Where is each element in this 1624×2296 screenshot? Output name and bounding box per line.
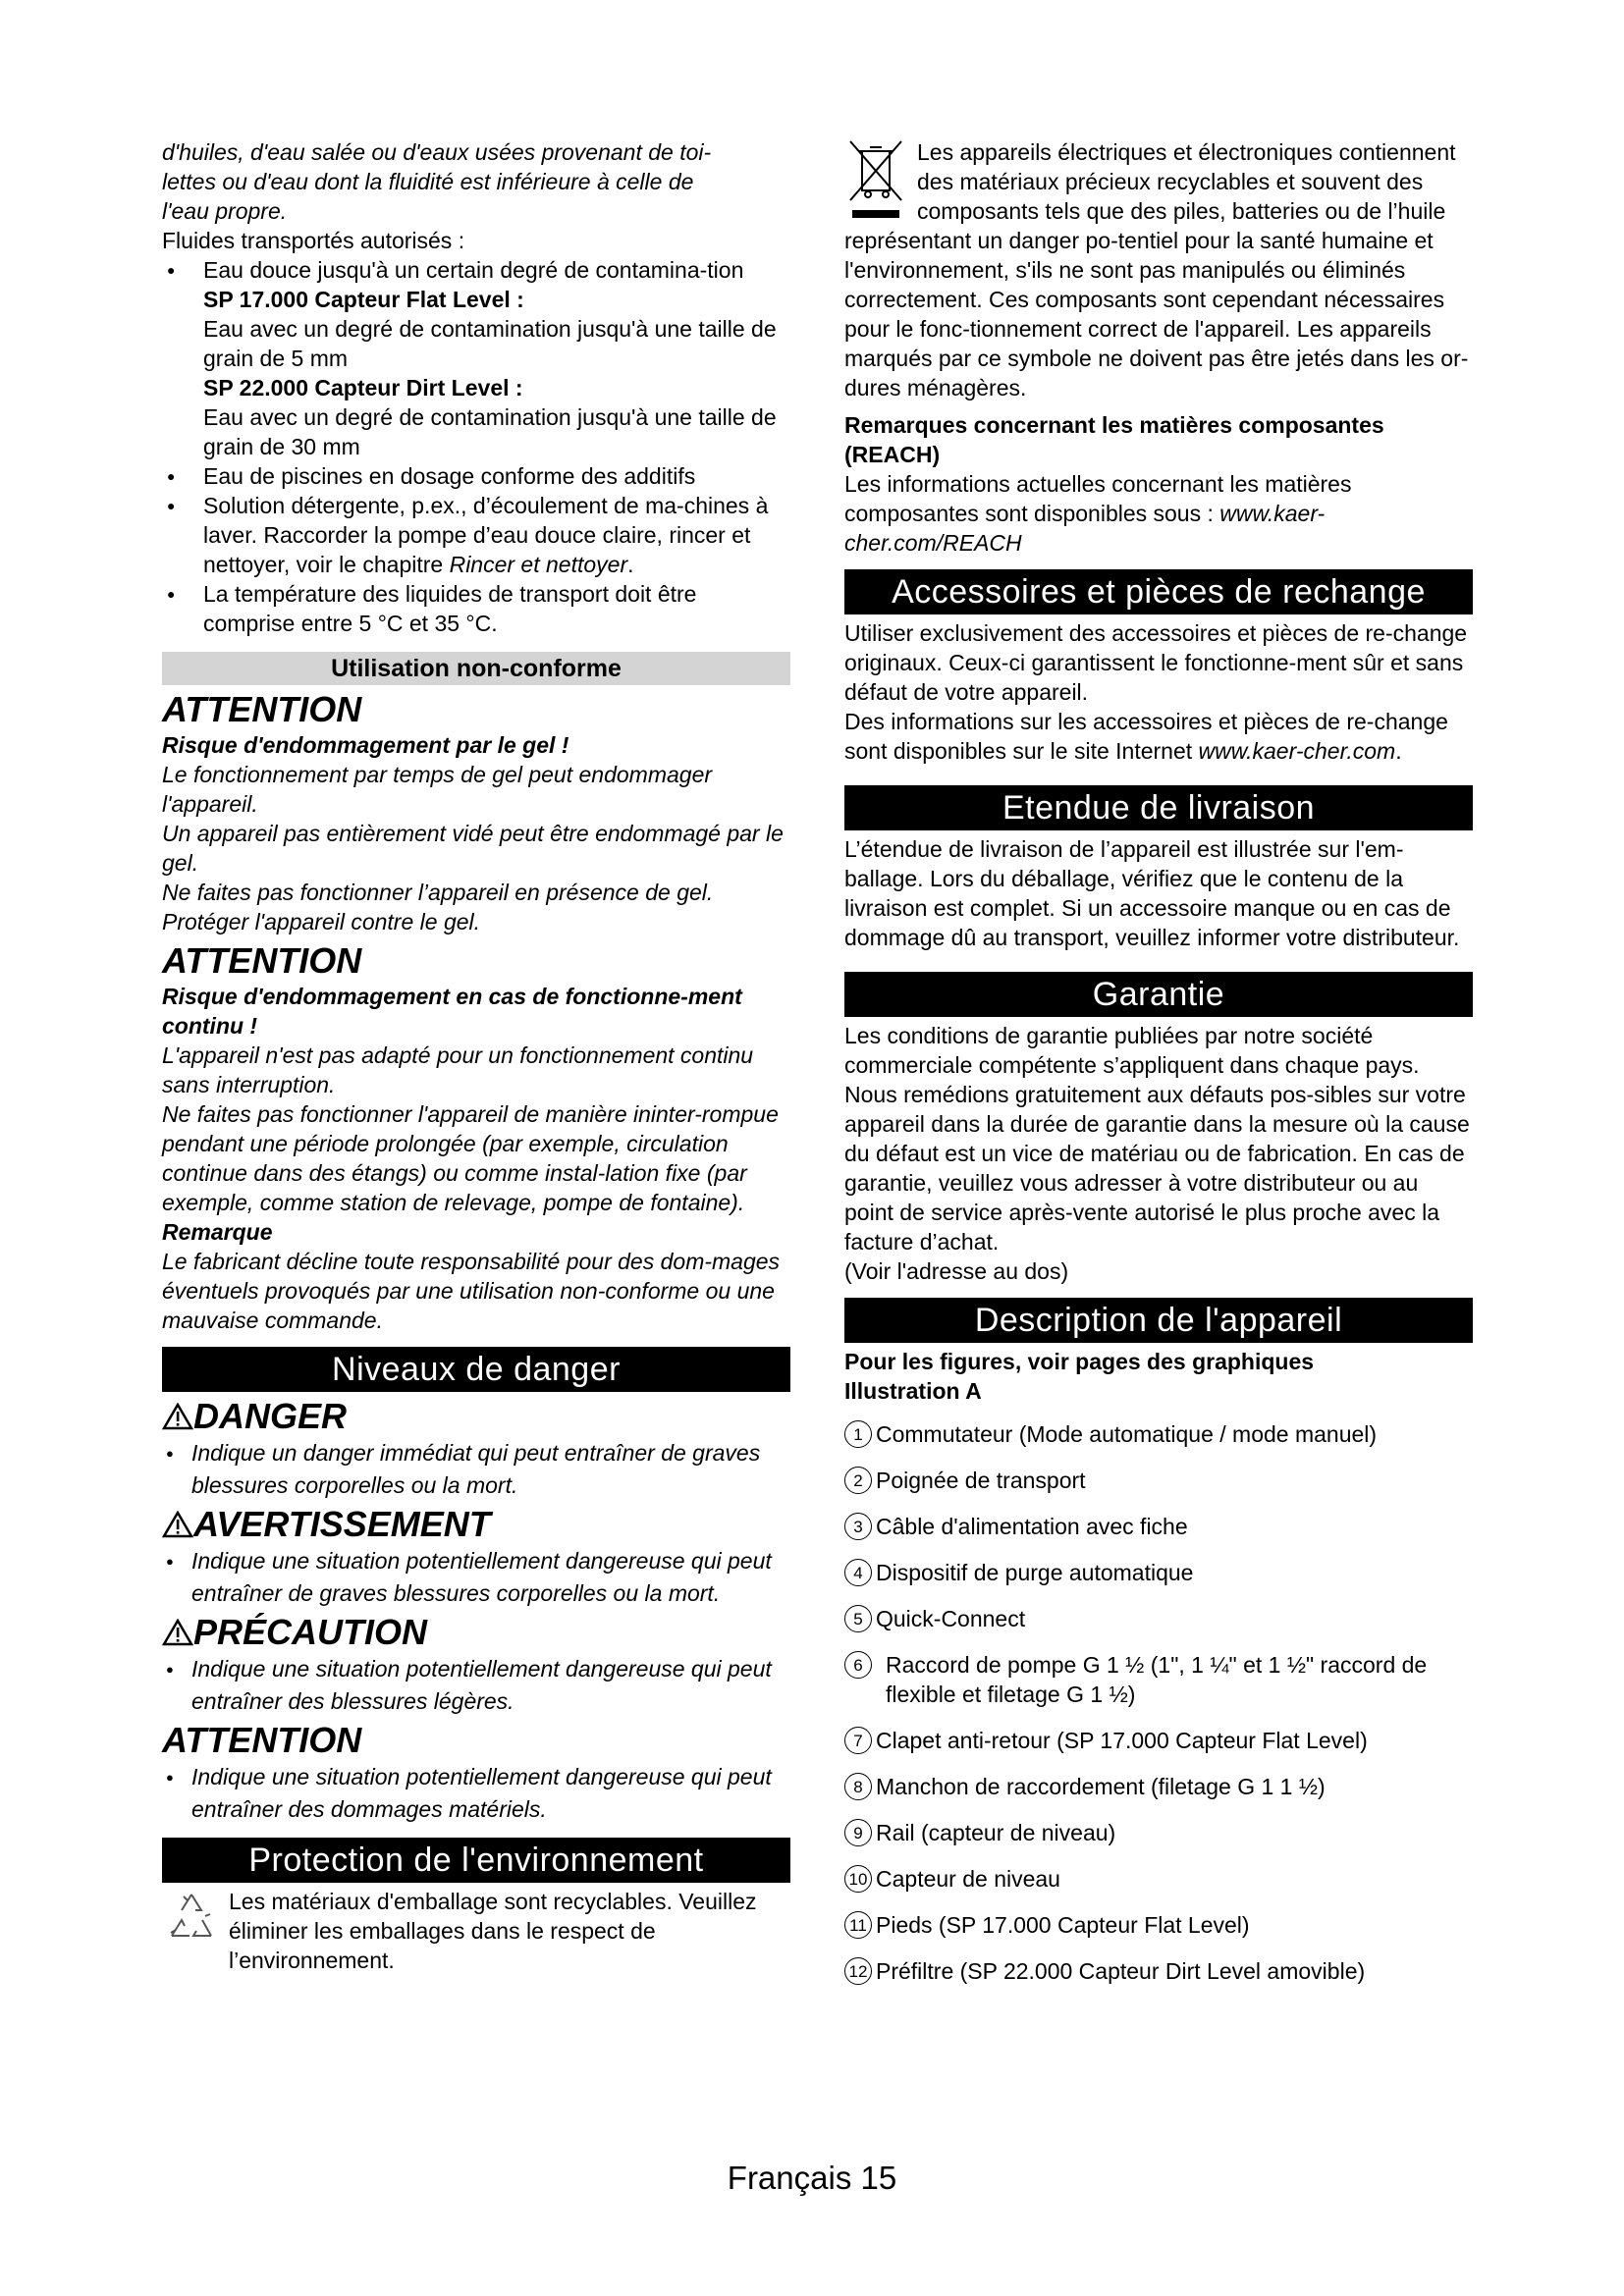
attention-level-title: ATTENTION: [162, 1720, 362, 1760]
intro-line: lettes ou d'eau dont la fluidité est inférieure à celle de: [162, 169, 694, 194]
list-item: 5 Quick-Connect: [844, 1604, 1473, 1650]
right-column: [844, 137, 1473, 2002]
list-item: 4 Dispositif de purge automatique: [844, 1558, 1473, 1604]
list-item: 10 Capteur de niveau: [844, 1864, 1473, 1910]
list-item: ● La température des liquides de transport doit être comprise entre 5 °C et 35 °C.: [162, 579, 790, 638]
fluids-title: Fluides transportés autorisés :: [162, 228, 465, 253]
list-item: ● Eau de piscines en dosage conforme des additifs: [162, 461, 790, 491]
attention-text: L'appareil n'est pas adapté pour un fonctionnement continu sans interruption.: [162, 1042, 754, 1097]
attention-text: Ne faites pas fonctionner l’appareil en présence de gel.: [162, 880, 714, 905]
page-footer: [0, 2160, 1624, 2197]
accessories-heading: Accessoires et pièces de rechange: [844, 569, 1473, 614]
attention-text: Protéger l'appareil contre le gel.: [162, 909, 481, 934]
note-text: Le fabricant décline toute responsabilité pour des dom-mages éventuels provoqués par une utilisation non-conforme ou une mauvaise commande.: [162, 1249, 781, 1333]
accessories-text: Des informations sur les accessoires et pièces de re-change sont disponibles sur le site Internet www.kaer-cher.com.: [844, 709, 1448, 764]
weee-block: [844, 137, 1473, 402]
figures-illustration: Illustration A: [844, 1378, 982, 1404]
warning-triangle-icon: [162, 1403, 193, 1430]
warranty-heading: Garantie: [844, 972, 1473, 1017]
reach-text: Les informations actuelles concernant les matières composantes sont disponibles sous : www.kaer-cher.com/REACH: [844, 471, 1352, 556]
misuse-heading: Utilisation non-conforme: [162, 652, 790, 685]
parts-list: [844, 1419, 1473, 2002]
accessories-link[interactable]: www.kaer-cher.com: [1198, 738, 1396, 764]
intro-line: l'eau propre.: [162, 198, 288, 224]
fluids-list: [162, 255, 790, 285]
attention-heading: ATTENTION: [162, 940, 362, 981]
list-item: ● Eau douce jusqu'à un certain degré de contamina-tion: [162, 255, 790, 285]
list-item: 8 Manchon de raccordement (filetage G 1 1 ½): [844, 1772, 1473, 1818]
footer-language: Français: [727, 2160, 852, 2196]
recycling-icon: [162, 1887, 221, 1946]
attention-subtitle: Risque d'endommagement par le gel !: [162, 732, 569, 758]
danger-text: ● Indique un danger immédiat qui peut entraîner de graves blessures corporelles ou la mort.: [162, 1437, 790, 1502]
sp17-title: SP 17.000 Capteur Flat Level :: [203, 287, 524, 312]
caution-text: ● Indique une situation potentiellement dangereuse qui peut entraîner des blessures légères.: [162, 1653, 790, 1718]
caution-title: PRÉCAUTION: [162, 1612, 790, 1653]
fluids-list-2: [162, 461, 790, 638]
page-number: 15: [860, 2160, 897, 2196]
reach-title: Remarques concernant les matières composantes (REACH): [844, 412, 1384, 467]
environment-block: [162, 1887, 790, 1975]
description-heading: Description de l'appareil: [844, 1298, 1473, 1343]
warning-triangle-icon: [162, 1619, 193, 1646]
list-item: 7 Clapet anti-retour (SP 17.000 Capteur Flat Level): [844, 1726, 1473, 1772]
environment-heading: Protection de l'environnement: [162, 1838, 790, 1883]
sp17-block: [162, 285, 790, 461]
sp17-text: Eau avec un degré de contamination jusqu'à une taille de grain de 5 mm: [203, 316, 777, 371]
list-item: 2 Poignée de transport: [844, 1466, 1473, 1512]
danger-levels-heading: Niveaux de danger: [162, 1347, 790, 1392]
crossed-bin-icon: [844, 137, 909, 224]
warranty-note: (Voir l'adresse au dos): [844, 1258, 1069, 1284]
delivery-heading: Etendue de livraison: [844, 785, 1473, 830]
attention-text: Un appareil pas entièrement vidé peut être endommagé par le gel.: [162, 821, 784, 876]
attention-subtitle: Risque d'endommagement en cas de fonctionne-ment continu !: [162, 984, 742, 1039]
list-item: 6 Raccord de pompe G 1 ½ (1", 1 ¼" et 1 ½" raccord de flexible et filetage G 1 ½): [844, 1650, 1473, 1726]
left-column: [162, 137, 790, 1975]
list-item: ● Solution détergente, p.ex., d’écoulement de ma-chines à laver. Raccorder la pompe d’eau douce claire, rincer et nettoyer, voir le chapitre Rincer et nettoyer.: [162, 491, 790, 579]
attention-level-text: ● Indique une situation potentiellement dangereuse qui peut entraîner des dommages matériels.: [162, 1761, 790, 1826]
list-item: 3 Câble d'alimentation avec fiche: [844, 1512, 1473, 1558]
accessories-text: Utiliser exclusivement des accessoires et pièces de re-change originaux. Ceux-ci garantissent le fonctionne-ment sûr et sans défaut de votre appareil.: [844, 620, 1468, 705]
list-item: 1 Commutateur (Mode automatique / mode manuel): [844, 1419, 1473, 1466]
delivery-text: L’étendue de livraison de l’appareil est illustrée sur l'em-ballage. Lors du déballage, vérifiez que le contenu de la livraison est complet. Si un accessoire manque ou en cas de dommage dû au transport, veuillez informer votre distributeur.: [844, 836, 1460, 950]
intro-line: d'huiles, d'eau salée ou d'eaux usées provenant de toi-: [162, 139, 712, 165]
chapter-reference: Rincer et nettoyer: [449, 552, 628, 577]
list-item: 11 Pieds (SP 17.000 Capteur Flat Level): [844, 1910, 1473, 1956]
warning-title: AVERTISSEMENT: [162, 1504, 790, 1545]
warning-text: ● Indique une situation potentiellement dangereuse qui peut entraîner de graves blessures corporelles ou la mort.: [162, 1545, 790, 1610]
note-title: Remarque: [162, 1219, 273, 1245]
sp22-text: Eau avec un degré de contamination jusqu'à une taille de grain de 30 mm: [203, 404, 777, 459]
danger-title: DANGER: [162, 1396, 790, 1437]
list-item: 9 Rail (capteur de niveau): [844, 1818, 1473, 1864]
figures-note: Pour les figures, voir pages des graphiques: [844, 1349, 1315, 1374]
warning-triangle-icon: [162, 1511, 193, 1538]
attention-heading: ATTENTION: [162, 689, 362, 729]
sp22-title: SP 22.000 Capteur Dirt Level :: [203, 375, 523, 400]
attention-text: Le fonctionnement par temps de gel peut endommager l'appareil.: [162, 762, 713, 817]
warranty-text: Les conditions de garantie publiées par notre société commerciale compétente s’appliquent dans chaque pays. Nous remédions gratuitement aux défauts pos-sibles sur votre appareil dans la durée de garantie dans la mesure où la cause du défaut est un vice de matériau ou de fabrication. En cas de garantie, veuillez vous adresser à votre distributeur ou au point de service après-vente autorisé le plus proche avec la facture d’achat.: [844, 1023, 1470, 1255]
attention-text: Ne faites pas fonctionner l'appareil de manière ininter-rompue pendant une période prolongée (par exemple, circulation continue dans des étangs) ou comme instal-lation fixe (par exemple, comme station de relevage, pompe de fontaine).: [162, 1101, 779, 1215]
reach-link[interactable]: www.kaer-cher.com/REACH: [844, 501, 1326, 556]
environment-text: Les matériaux d'emballage sont recyclables. Veuillez éliminer les emballages dans le respect de l’environnement.: [229, 1889, 757, 1973]
list-item: 12 Préfiltre (SP 22.000 Capteur Dirt Level amovible): [844, 1956, 1473, 2002]
weee-text: Les appareils électriques et électroniques contiennent des matériaux précieux recyclables et souvent des composants tels que des piles, batteries ou de l’huile représentant un danger po-tentiel pour la santé humaine et l'environnement, s'ils ne sont pas manipulés ou éliminés correctement. Ces composants sont cependant nécessaires pour le fonc-tionnement correct de l'appareil. Les appareils marqués par ce symbole ne doivent pas être jetés dans les or-dures ménagères.: [844, 139, 1469, 400]
